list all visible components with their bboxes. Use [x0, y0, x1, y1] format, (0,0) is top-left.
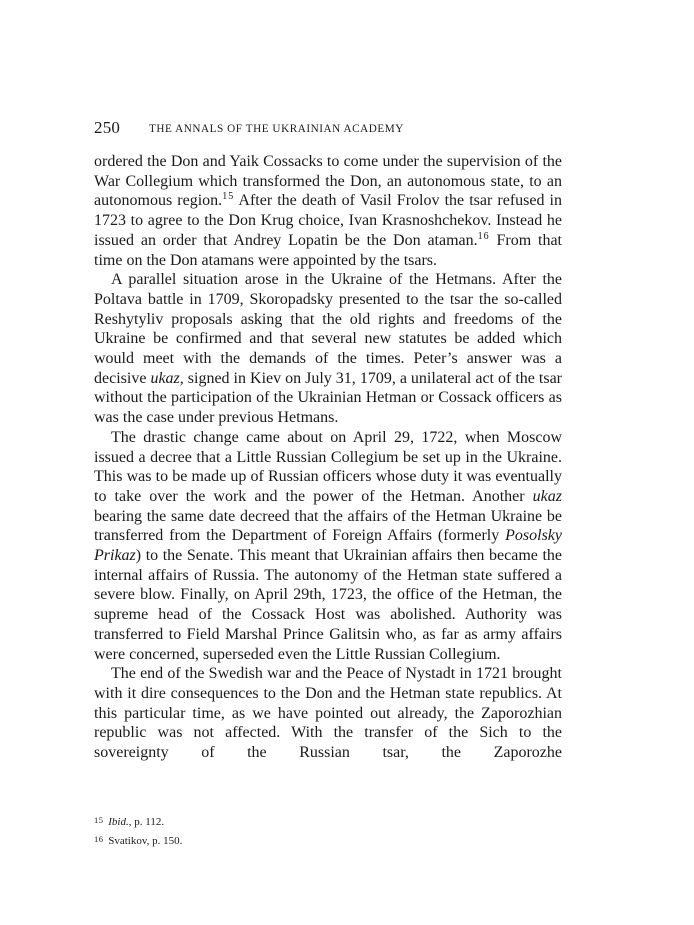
paragraph-3	[94, 428, 562, 664]
footnotes	[94, 812, 182, 850]
paragraph-2-text-a: A parallel situation arose in the Ukraine of the Hetmans. After the Poltava battle in 1709, Skoropadsky presented to the tsar the so-called Reshytyliv proposals asking that the old rights and freedoms of the Ukraine be confirmed and that several new statutes be added which would meet with the demands of the times. Peter’s answer was a decisive	[94, 271, 562, 387]
paragraph-2	[94, 270, 562, 428]
footnote-number: 16	[94, 834, 104, 844]
paragraph-1	[94, 152, 562, 270]
paragraph-3-text-a: The drastic change came about on April 29, 1722, when Moscow issued a decree that a Little Russian Collegium be set up in the Ukraine. This was to be made up of Russian officers whose duty it was eventually to take over the work and the power of the Hetman. Another	[94, 428, 562, 505]
paragraph-2-text-b: signed in Kiev on July 31, 1709, a unilateral act of the tsar without the participation of the Ukrainian Hetman or Cossack officers as was the case under previous Hetmans.	[94, 369, 562, 427]
ukaz-term: ukaz	[532, 487, 562, 505]
footnote-text: Svatikov, p. 150.	[108, 835, 183, 847]
footnote-16	[94, 831, 182, 850]
ukaz-term: ukaz,	[150, 369, 184, 387]
footnote-ibid: Ibid.,	[108, 816, 132, 828]
footnote-ref-15: 15	[222, 191, 235, 203]
running-head	[94, 118, 562, 144]
posolsky-prikaz-term: Posolsky Prikaz	[94, 527, 562, 565]
paragraph-4: The end of the Swedish war and the Peace of Nystadt in 1721 brought with it dire consequences to the Don and the Hetman state republics. At this particular time, as we have pointed out already, the Zaporozhian republic was not affected. With the transfer of the Sich to the sovereignty of the Russian tsar, the Zaporozhe	[94, 665, 562, 762]
footnote-15	[94, 812, 182, 831]
footnote-text: p. 112.	[131, 816, 165, 828]
paragraph-3-text-c: ) to the Senate. This meant that Ukrainian affairs then became the internal affairs of Russia. The autonomy of the Hetman state suffered a severe blow. Finally, on April 29th, 1723, the office of the Hetman, the supreme head of the Cossack Host was abolished. Authority was transferred to Field Marshal Prince Galitsin who, as far as army affairs were concerned, superseded even the Little Russian Collegium.	[94, 547, 562, 663]
running-title: THE ANNALS OF THE UKRAINIAN ACADEMY	[149, 123, 404, 135]
footnote-ref-16: 16	[477, 230, 490, 242]
paragraph-3-text-b: bearing the same date decreed that the affairs of the Hetman Ukraine be transferred from the Department of Foreign Affairs (formerly	[94, 507, 562, 545]
paragraph-1-text-b: After the death of Vasil Frolov the tsar refused in 1723 to agree to the Don Krug choice, Ivan Krasnoshchekov. Instead he issued an order that Andrey Lopatin be the Don ataman.	[94, 192, 563, 249]
paragraph-1-text-c: From that time on the Don atamans were appointed by the tsars.	[94, 231, 562, 269]
footnote-number: 15	[94, 815, 104, 825]
page-number: 250	[94, 118, 121, 137]
body-text	[94, 152, 562, 763]
page	[94, 118, 563, 847]
paragraph-1-text-a: ordered the Don and Yaik Cossacks to come under the supervision of the War Collegium which transformed the Don, an autonomous state, to an autonomous region.	[94, 153, 562, 210]
